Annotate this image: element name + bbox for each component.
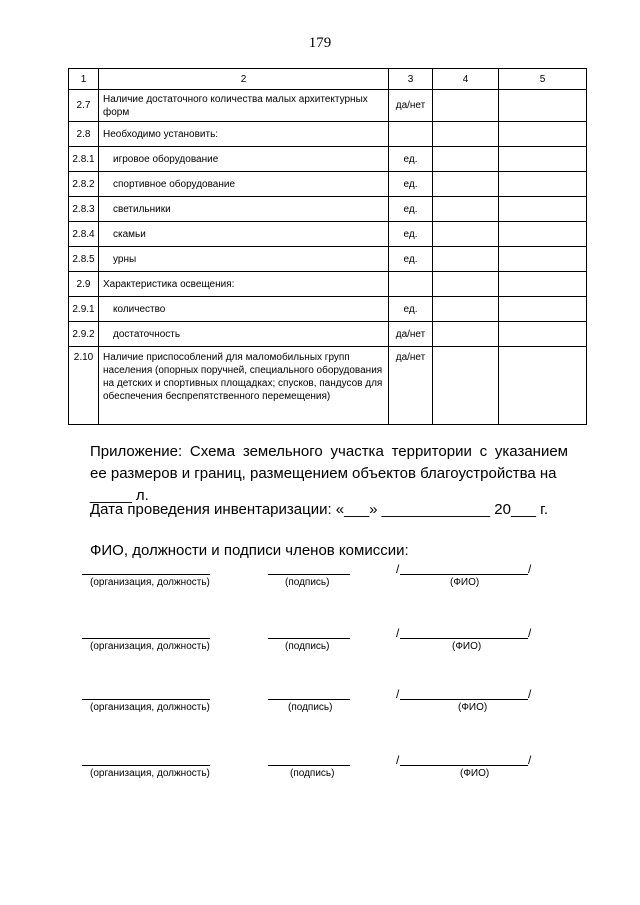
fio-line	[400, 765, 528, 766]
header-cell: 4	[433, 69, 499, 90]
row-number: 2.9.1	[69, 297, 99, 322]
table-row	[69, 347, 587, 425]
signature-line	[268, 638, 350, 639]
organization-line	[82, 699, 210, 700]
fio-line	[400, 699, 528, 700]
row-value-5	[499, 272, 587, 297]
row-value-4	[433, 172, 499, 197]
signature-caption: (подпись)	[285, 641, 330, 652]
row-value-5	[499, 122, 587, 147]
appendix-note	[90, 441, 568, 507]
row-number: 2.9	[69, 272, 99, 297]
row-unit: ед.	[389, 147, 433, 172]
organization-caption: (организация, должность)	[90, 641, 210, 652]
row-value-4	[433, 197, 499, 222]
table-row	[69, 322, 587, 347]
header-cell: 1	[69, 69, 99, 90]
header-cell: 5	[499, 69, 587, 90]
row-value-4	[433, 147, 499, 172]
row-number: 2.8.1	[69, 147, 99, 172]
commission-title: ФИО, должности и подписи членов комиссии:	[90, 542, 409, 559]
row-text: светильники	[99, 197, 389, 222]
signature-line	[268, 574, 350, 575]
row-value-4	[433, 272, 499, 297]
row-value-5	[499, 147, 587, 172]
appendix-line-1: Приложение: Схема земельного участка территории с указанием	[90, 443, 568, 460]
signature-caption: (подпись)	[288, 702, 333, 713]
row-text: скамьи	[99, 222, 389, 247]
row-value-4	[433, 90, 499, 122]
slash-right: /	[528, 626, 532, 640]
row-value-5	[499, 90, 587, 122]
fio-caption: (ФИО)	[460, 768, 490, 779]
signature-line	[268, 699, 350, 700]
organization-line	[82, 765, 210, 766]
table-row	[69, 222, 587, 247]
organization-caption: (организация, должность)	[90, 577, 210, 588]
row-value-5	[499, 172, 587, 197]
row-unit: ед.	[389, 222, 433, 247]
row-value-5	[499, 197, 587, 222]
slash-right: /	[528, 753, 532, 767]
row-number: 2.8.4	[69, 222, 99, 247]
row-unit	[389, 122, 433, 147]
row-value-5	[499, 222, 587, 247]
row-text: Наличие приспособлений для маломобильных групп населения (опорных поручней, специального оборудования на детских и спортивных площадках; спусков, пандусов для обеспечения беспрепятственного перемещения)	[99, 347, 389, 425]
table-row	[69, 172, 587, 197]
signature-row	[0, 753, 640, 787]
organization-caption: (организация, должность)	[90, 702, 210, 713]
row-value-4	[433, 222, 499, 247]
row-value-5	[499, 322, 587, 347]
slash-left: /	[396, 626, 400, 640]
fio-caption: (ФИО)	[450, 577, 480, 588]
row-unit: ед.	[389, 197, 433, 222]
table-row	[69, 272, 587, 297]
row-number: 2.7	[69, 90, 99, 122]
row-text: достаточность	[99, 322, 389, 347]
row-text: количество	[99, 297, 389, 322]
organization-line	[82, 638, 210, 639]
organization-line	[82, 574, 210, 575]
table-row	[69, 147, 587, 172]
row-text: Необходимо установить:	[99, 122, 389, 147]
signature-row	[0, 687, 640, 721]
row-text: Характеристика освещения:	[99, 272, 389, 297]
fio-line	[400, 574, 528, 575]
row-unit: ед.	[389, 297, 433, 322]
signature-row	[0, 562, 640, 596]
slash-right: /	[528, 687, 532, 701]
row-text: урны	[99, 247, 389, 272]
row-value-5	[499, 247, 587, 272]
header-cell: 3	[389, 69, 433, 90]
slash-left: /	[396, 562, 400, 576]
row-unit: ед.	[389, 247, 433, 272]
row-text: игровое оборудование	[99, 147, 389, 172]
inventory-table	[68, 68, 587, 425]
page-number: 179	[308, 35, 332, 51]
table-row	[69, 122, 587, 147]
table-row	[69, 247, 587, 272]
row-unit: ед.	[389, 172, 433, 197]
row-value-4	[433, 347, 499, 425]
appendix-line-2: ее размеров и границ, размещением объектов благоустройства на _____ л.	[90, 465, 557, 504]
row-value-4	[433, 322, 499, 347]
slash-left: /	[396, 753, 400, 767]
row-value-4	[433, 122, 499, 147]
row-unit: да/нет	[389, 90, 433, 122]
signature-caption: (подпись)	[290, 768, 335, 779]
row-value-4	[433, 297, 499, 322]
row-value-5	[499, 297, 587, 322]
row-number: 2.10	[69, 347, 99, 425]
signature-line	[268, 765, 350, 766]
fio-caption: (ФИО)	[452, 641, 482, 652]
row-number: 2.8.3	[69, 197, 99, 222]
row-text: Наличие достаточного количества малых архитектурных форм	[99, 90, 389, 122]
row-number: 2.8.2	[69, 172, 99, 197]
row-number: 2.8	[69, 122, 99, 147]
organization-caption: (организация, должность)	[90, 768, 210, 779]
row-text: спортивное оборудование	[99, 172, 389, 197]
inventory-date-line: Дата проведения инвентаризации: «___» _____________ 20___ г.	[90, 501, 548, 518]
signature-row	[0, 626, 640, 660]
row-value-5	[499, 347, 587, 425]
table-row	[69, 90, 587, 122]
row-unit: да/нет	[389, 347, 433, 425]
fio-caption: (ФИО)	[458, 702, 488, 713]
fio-line	[400, 638, 528, 639]
row-unit: да/нет	[389, 322, 433, 347]
table-row	[69, 297, 587, 322]
slash-left: /	[396, 687, 400, 701]
row-number: 2.9.2	[69, 322, 99, 347]
header-cell: 2	[99, 69, 389, 90]
table-row	[69, 197, 587, 222]
row-unit	[389, 272, 433, 297]
slash-right: /	[528, 562, 532, 576]
signature-caption: (подпись)	[285, 577, 330, 588]
row-value-4	[433, 247, 499, 272]
row-number: 2.8.5	[69, 247, 99, 272]
table-header-row	[69, 69, 587, 90]
